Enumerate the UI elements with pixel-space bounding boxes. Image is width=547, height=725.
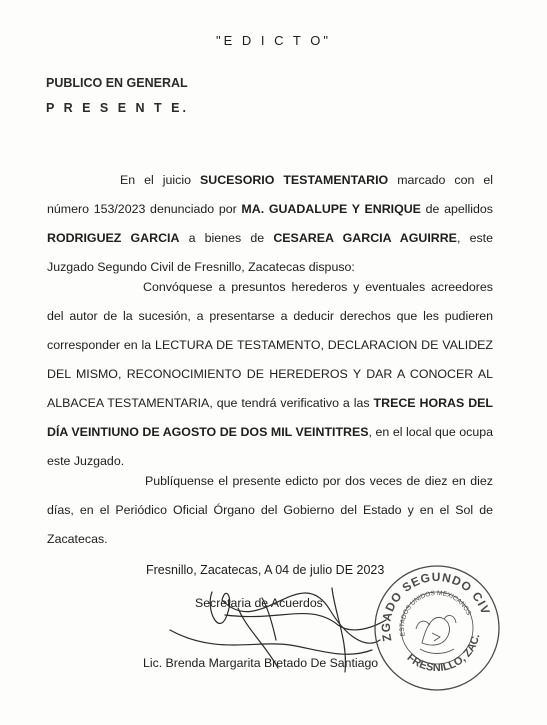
place-date: Fresnillo, Zacatecas, A 04 de julio DE 2023 [146, 563, 385, 577]
p1-bold-deceased: CESAREA GARCIA AGUIRRE [273, 231, 457, 245]
document-title: "E D I C T O" [216, 33, 331, 48]
p1-bold-surnames: RODRIGUEZ GARCIA [47, 231, 180, 245]
addressee-line-1: PUBLICO EN GENERAL [46, 76, 188, 90]
p1-text-5: , este Juzgado Segundo Civil de Fresnillo, Zacatecas dispuso: [47, 231, 493, 274]
paragraph-3 [47, 467, 493, 554]
p2-bold-date: TRECE HORAS DEL DÍA VEINTIUNO DE AGOSTO DE DOS MIL VEINTITRES [47, 396, 493, 439]
p1-text-2: marcado con el número 153/2023 denunciado por [47, 173, 493, 216]
p1-bold-claimants: MA. GUADALUPE Y ENRIQUE [241, 202, 421, 216]
seal-place-text: FRESNILLO, ZAC. [404, 633, 483, 675]
p3-text: Publíquense el presente edicto por dos veces de diez en diez días, en el Periódico Oficial Órgano del Gobierno del Estado y en el Sol de Zacatecas. [47, 474, 493, 546]
eagle-emblem-icon [416, 616, 456, 654]
signer-name: Lic. Brenda Margarita Bretado De Santiago [143, 656, 379, 670]
seal-text: JUZGADO SEGUNDO CIVIL [378, 569, 493, 643]
addressee-line-2: P R E S E N T E. [46, 101, 189, 115]
signer-role: Secretaria de Acuerdos [195, 596, 323, 610]
p1-text-4: a bienes de [179, 231, 274, 245]
p2-text-1: Convóquese a presuntos herederos y eventuales acreedores del autor de la sucesión, a presentarse a deducir derechos que les pudieren corresponder en la LECTURA DE TESTAMENTO, DECLARACION DE VALIDEZ DEL MISMO, RECONOCIMIENTO DE HEREDEROS Y DAR A CONOCER AL ALBACEA TESTAMENTARIA, que tendrá verificativo a las [47, 280, 493, 410]
court-seal [372, 563, 502, 693]
p1-bold-case-type: SUCESORIO TESTAMENTARIO [200, 173, 389, 187]
paragraph-2 [47, 273, 493, 476]
seal-inner-text: ESTADOS UNIDOS MEXICANOS [398, 589, 473, 637]
p1-text-1: En el juicio [120, 173, 200, 187]
paragraph-1 [47, 166, 493, 282]
p1-text-3: de apellidos [420, 202, 493, 216]
p2-text-2: , en el local que ocupa este Juzgado. [47, 425, 494, 468]
